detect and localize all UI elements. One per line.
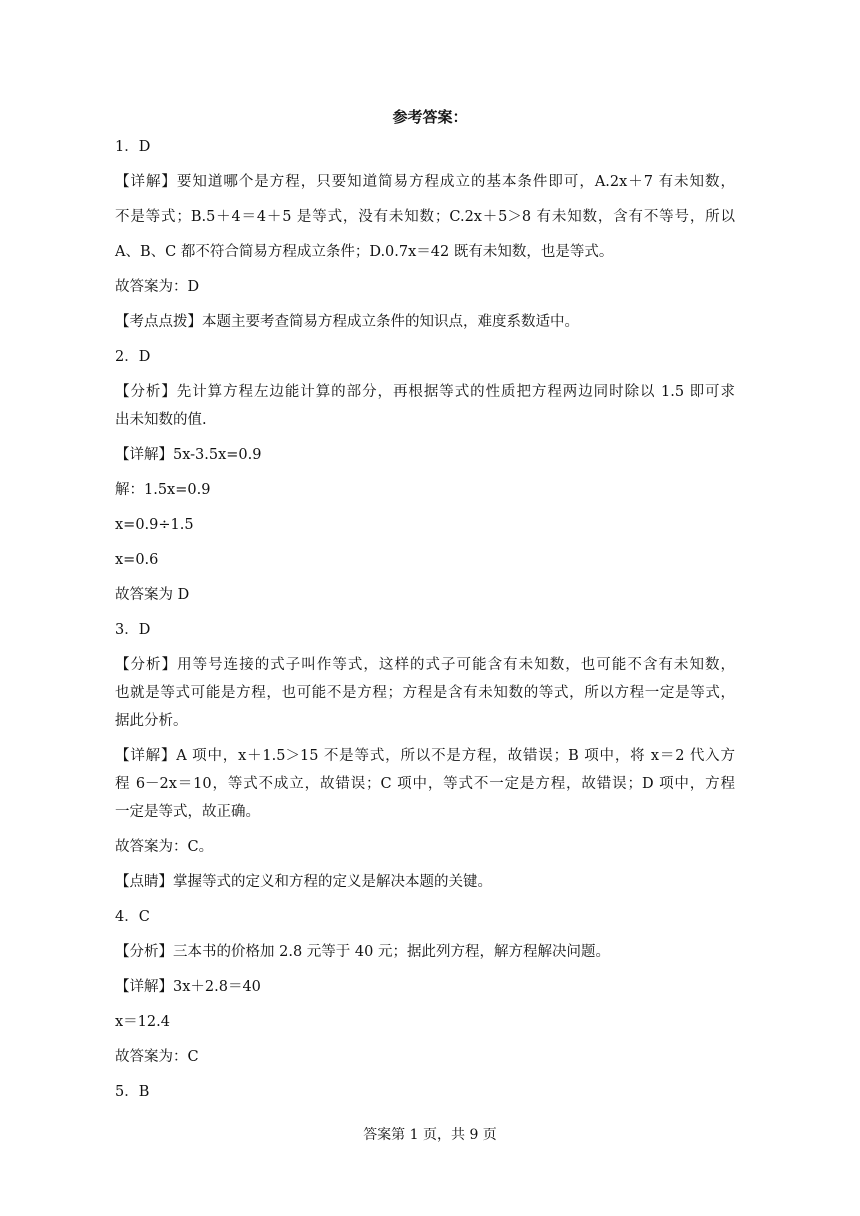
insight-line: 【点睛】掌握等式的定义和方程的定义是解决本题的关键。 <box>115 874 492 890</box>
answer-line: 故答案为：D <box>115 279 200 295</box>
answer-number-4: 4．C <box>115 909 150 925</box>
analysis-line: 【分析】先计算方程左边能计算的部分，再根据等式的性质把方程两边同时除以 1.5 即可求 <box>115 384 735 400</box>
analysis-line: 【分析】用等号连接的式子叫作等式，这样的式子可能含有未知数，也可能不含有未知数， <box>115 657 735 673</box>
detail-line: 程 6－2x＝10，等式不成立，故错误；C 项中，等式不一定是方程，故错误；D 项中，方程 <box>115 776 735 792</box>
analysis-line: 据此分析。 <box>115 713 188 729</box>
solution-line: x=0.9÷1.5 <box>115 517 194 533</box>
solution-line: x＝12.4 <box>115 1014 170 1030</box>
detail-line: A、B、C 都不符合简易方程成立条件；D.0.7x＝42 既有未知数，也是等式。 <box>115 244 614 260</box>
answer-line: 故答案为 D <box>115 587 190 603</box>
answer-content <box>115 133 735 1106</box>
answer-line: 故答案为：C <box>115 1049 199 1065</box>
tip-line: 【考点点拨】本题主要考查简易方程成立条件的知识点，难度系数适中。 <box>115 314 579 330</box>
analysis-line: 出未知数的值. <box>115 412 207 428</box>
solution-line: x=0.6 <box>115 552 159 568</box>
detail-line: 不是等式；B.5＋4＝4＋5 是等式，没有未知数；C.2x＋5＞8 有未知数，含有不等号，所以 <box>115 209 735 225</box>
page-footer: 答案第 1 页，共 9 页 <box>363 1127 497 1143</box>
detail-line: 【详解】A 项中，x＋1.5＞15 不是等式，所以不是方程，故错误；B 项中，将 x＝2 代入方 <box>115 748 735 764</box>
page-title: 参考答案： <box>392 108 468 126</box>
detail-line: 【详解】3x＋2.8＝40 <box>115 979 261 995</box>
answer-number-5: 5．B <box>115 1084 150 1100</box>
solution-line: 解：1.5x=0.9 <box>115 482 211 498</box>
answer-line: 故答案为：C。 <box>115 839 214 855</box>
analysis-line: 也就是等式可能是方程，也可能不是方程；方程是含有未知数的等式，所以方程一定是等式， <box>115 685 735 701</box>
detail-line: 【详解】要知道哪个是方程，只要知道简易方程成立的基本条件即可，A.2x＋7 有未知数， <box>115 174 735 190</box>
answer-number-3: 3．D <box>115 622 151 638</box>
detail-line: 【详解】5x-3.5x=0.9 <box>115 447 262 463</box>
analysis-line: 【分析】三本书的价格加 2.8 元等于 40 元；据此列方程，解方程解决问题。 <box>115 944 610 960</box>
answer-number-2: 2．D <box>115 349 151 365</box>
detail-line: 一定是等式，故正确。 <box>115 804 260 820</box>
answer-number-1: 1．D <box>115 139 151 155</box>
